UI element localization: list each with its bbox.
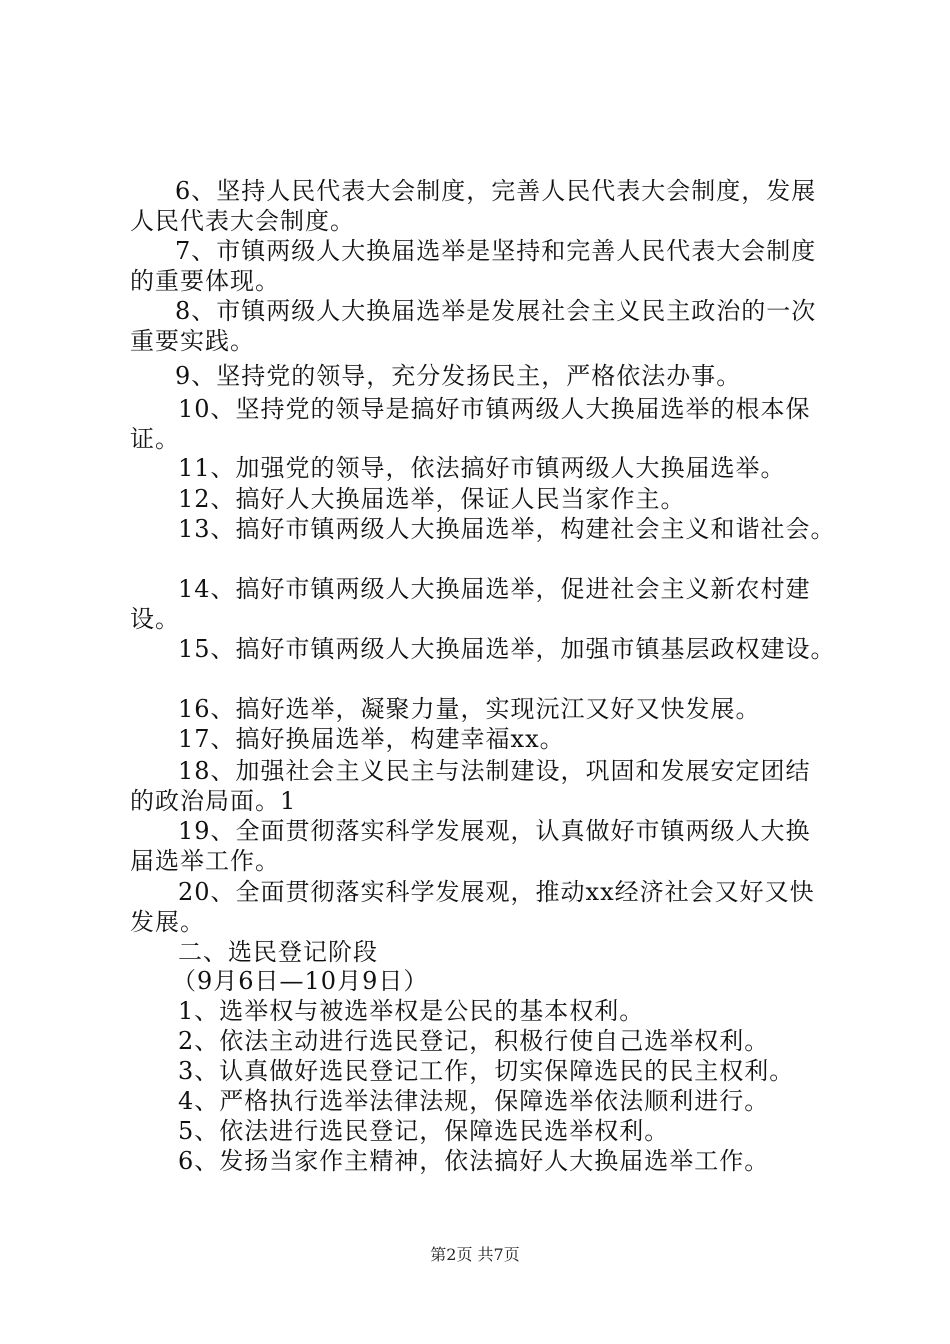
text-line: 3、认真做好选民登记工作，切实保障选民的民主权利。 xyxy=(178,1057,795,1085)
text-line: 11、加强党的领导，依法搞好市镇两级人大换届选举。 xyxy=(178,454,786,482)
text-line: 5、依法进行选民登记，保障选民选举权利。 xyxy=(178,1117,670,1145)
text-line: 18、加强社会主义民主与法制建设，巩固和发展安定团结 xyxy=(178,757,811,785)
text-line: 6、坚持人民代表大会制度，完善人民代表大会制度，发展 xyxy=(175,177,817,205)
text-line: 7、市镇两级人大换届选举是坚持和完善人民代表大会制度 xyxy=(175,237,817,265)
text-line: 6、发扬当家作主精神，依法搞好人大换届选举工作。 xyxy=(178,1147,770,1175)
text-line: 20、全面贯彻落实科学发展观，推动xx经济社会又好又快 xyxy=(178,878,815,906)
text-line: 的政治局面。1 xyxy=(130,787,297,815)
text-line: 1、选举权与被选举权是公民的基本权利。 xyxy=(178,997,645,1025)
text-line: 发展。 xyxy=(130,908,205,936)
text-line: 的重要体现。 xyxy=(130,267,280,295)
text-line: 重要实践。 xyxy=(130,327,255,355)
text-line: 设。 xyxy=(130,605,180,633)
text-line: 证。 xyxy=(130,425,180,453)
text-line: 12、搞好人大换届选举，保证人民当家作主。 xyxy=(178,485,686,513)
text-line: 4、严格执行选举法律法规，保障选举依法顺利进行。 xyxy=(178,1087,770,1115)
page-footer: 第2页 共7页 xyxy=(430,1245,520,1264)
text-line: 人民代表大会制度。 xyxy=(130,207,355,235)
text-line: 17、搞好换届选举，构建幸福xx。 xyxy=(178,725,565,753)
section-date-range: （9月6日—10月9日） xyxy=(172,967,429,995)
text-line: 8、市镇两级人大换届选举是发展社会主义民主政治的一次 xyxy=(175,297,817,325)
text-line: 19、全面贯彻落实科学发展观，认真做好市镇两级人大换 xyxy=(178,817,811,845)
text-line: 13、搞好市镇两级人大换届选举，构建社会主义和谐社会。 xyxy=(178,515,836,543)
text-line: 16、搞好选举，凝聚力量，实现沅江又好又快发展。 xyxy=(178,695,761,723)
text-line: 9、坚持党的领导，充分发扬民主，严格依法办事。 xyxy=(175,362,742,390)
text-line: 10、坚持党的领导是搞好市镇两级人大换届选举的根本保 xyxy=(178,395,811,423)
section-heading: 二、选民登记阶段 xyxy=(178,938,378,966)
text-line: 2、依法主动进行选民登记，积极行使自己选举权利。 xyxy=(178,1027,770,1055)
text-line: 届选举工作。 xyxy=(130,847,280,875)
text-line: 15、搞好市镇两级人大换届选举，加强市镇基层政权建设。 xyxy=(178,635,836,663)
text-line: 14、搞好市镇两级人大换届选举，促进社会主义新农村建 xyxy=(178,575,811,603)
